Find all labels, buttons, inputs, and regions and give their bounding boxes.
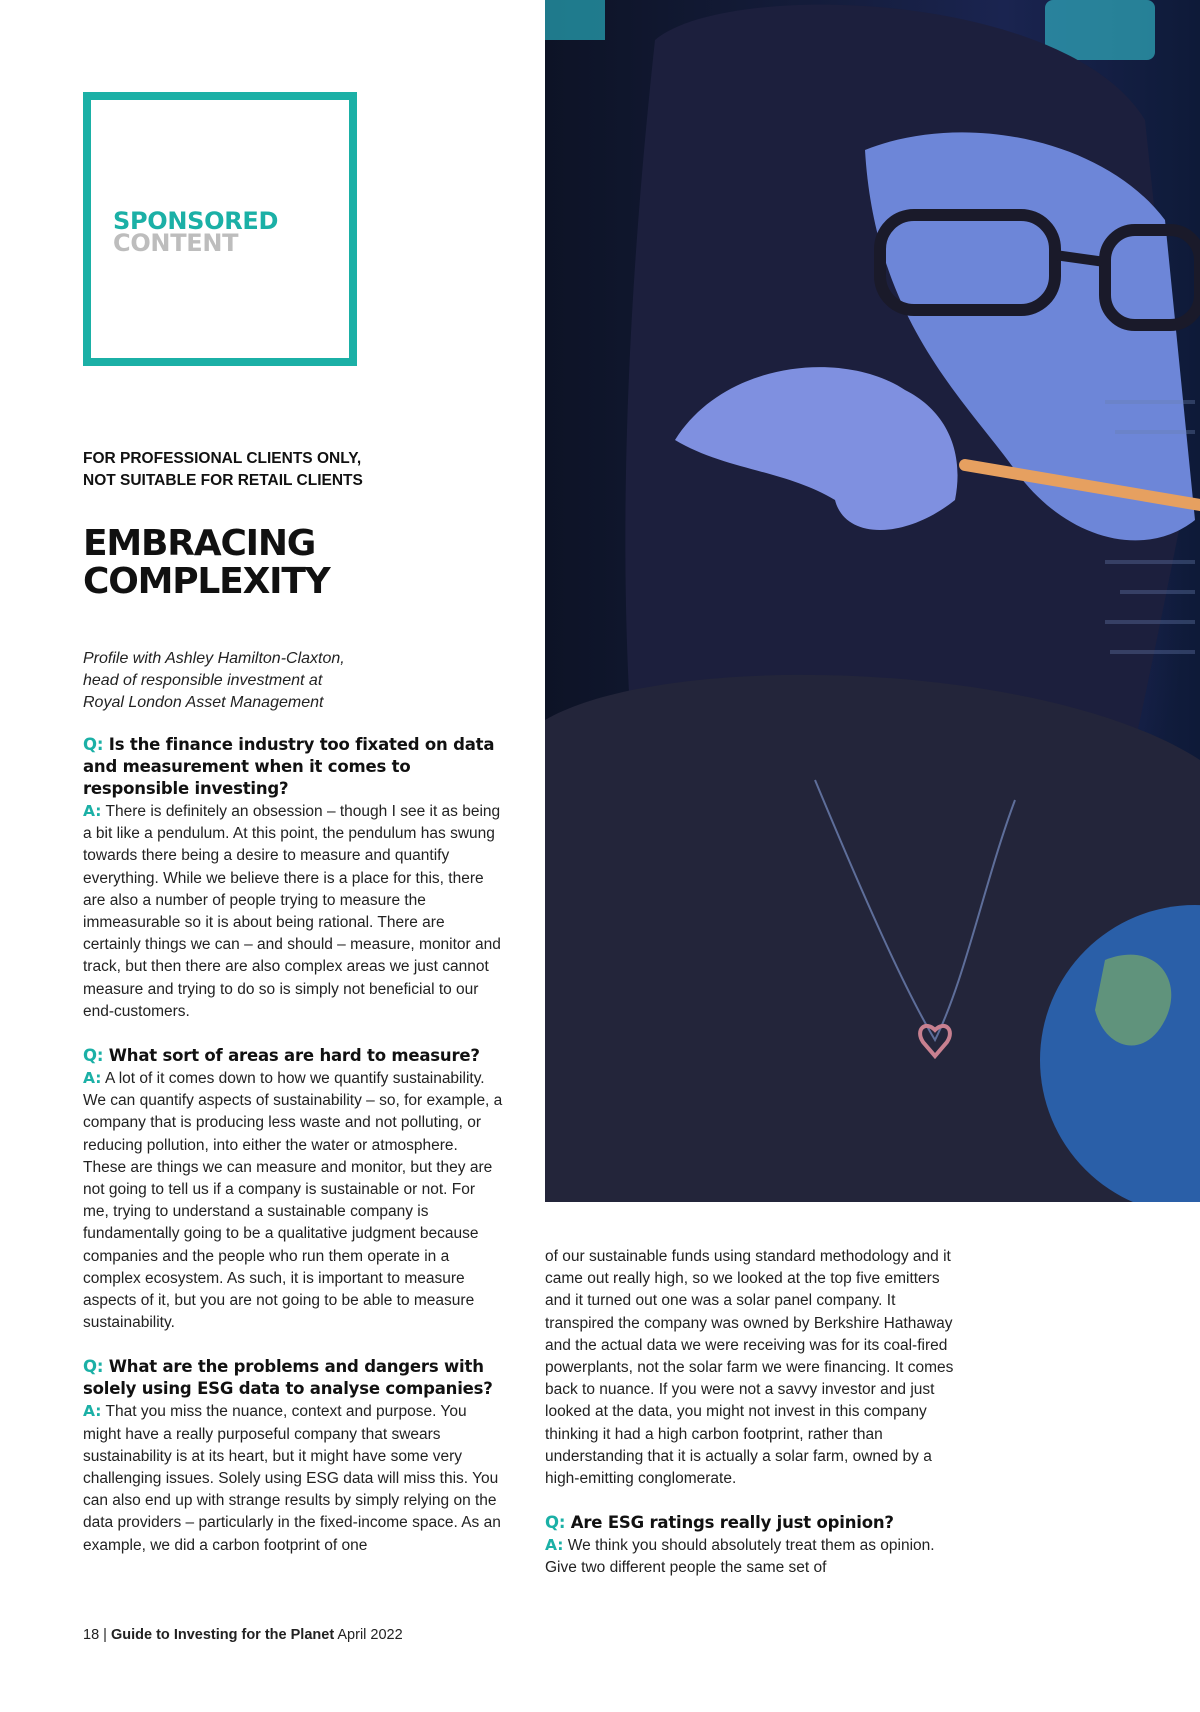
q-label: Q: [545,1513,566,1533]
left-column [83,734,503,1579]
a-label: A: [83,1069,102,1088]
sponsored-label [113,207,279,257]
content-word: CONTENT [113,229,239,257]
q-label: Q: [83,735,104,754]
screen-glow-right [1045,0,1155,60]
issue-date: April 2022 [337,1627,403,1643]
answer-text: We think you should absolutely treat them as opinion. Give two different people the same set of [545,1537,935,1577]
disclaimer-line-1: FOR PROFESSIONAL CLIENTS ONLY, [83,450,362,467]
answer [83,800,503,1023]
right-column [545,1246,965,1602]
a-label: A: [545,1536,564,1555]
qa-block [83,1356,503,1556]
qa-block [83,1045,503,1334]
q-label: Q: [83,1046,104,1066]
article-title [83,525,523,601]
qa-block [545,1512,965,1579]
disclaimer-line-2: NOT SUITABLE FOR RETAIL CLIENTS [83,472,363,489]
title-line-1: EMBRACING [83,523,316,564]
answer [545,1534,965,1579]
question-text: What sort of areas are hard to measure? [108,1046,480,1066]
question-text: Are ESG ratings really just opinion? [570,1513,894,1533]
profile-line-2: head of responsible investment at [83,672,323,689]
question [83,1045,503,1067]
sponsored-content-box [83,92,357,366]
publication-name: Guide to Investing for the Planet [110,1627,335,1643]
profile-line-3: Royal London Asset Management [83,694,324,711]
answer [83,1400,503,1556]
screen-glow-left [545,0,605,40]
a-label: A: [83,1402,102,1421]
glasses-bridge [1055,255,1105,262]
question [83,1356,503,1400]
answer-text: That you miss the nuance, context and purpose. You might have a really purposeful company that swears sustainability is at its heart, but it might have some very challenging issues. Solely using ESG data will miss this. You can also end up with strange results by simply relying on the data providers – particularly in the fixed-income space. As an example, we did a carbon footprint of one [83,1403,501,1554]
page-footer [83,1627,403,1643]
sponsored-word: SPONSORED [113,207,279,235]
answer-continuation: of our sustainable funds using standard methodology and it came out really high, so we looked at the top five emitters and it turned out one was a solar panel company. It transpired the company was owned by Berkshire Hathaway and the actual data we were receiving was for its coal-fired powerplants, not the solar farm we were financing. It comes back to nuance. If you were not a savvy investor and just looked at the data, you might not invest in this company thinking it had a high carbon footprint, rather than understanding that it is actually a solar farm, owned by a high-emitting conglomerate. [545,1248,954,1488]
qa-block [83,734,503,1023]
photo-illustration [545,0,1200,1202]
title-line-2: COMPLEXITY [83,561,330,602]
hero-photo-woman-glasses [545,0,1200,1202]
question-text: What are the problems and dangers with solely using ESG data to analyse companies? [83,1357,493,1399]
q-label: Q: [83,1357,104,1377]
profile-byline [83,648,503,714]
answer [83,1067,503,1334]
question [83,734,503,800]
a-label: A: [83,802,102,820]
footer-separator: | [103,1627,107,1643]
page-number: 18 [83,1627,100,1643]
profile-line-1: Profile with Ashley Hamilton-Claxton, [83,650,345,667]
professional-clients-disclaimer [83,448,503,492]
question [545,1512,965,1534]
answer-text: A lot of it comes down to how we quantify sustainability. We can quantify aspects of sustainability – so, for example, a company that is producing less waste and not polluting, or reducing pollution, into either the water or atmosphere. These are things we can measure and monitor, but they are not going to tell us if a company is sustainable or not. For me, trying to understand a sustainable company is fundamentally going to be a qualitative judgment because companies and the people who run them operate in a complex ecosystem. As such, it is important to measure aspects of it, but you are not going to be able to measure sustainability. [83,1070,503,1332]
question-text: Is the finance industry too fixated on data and measurement when it comes to responsible investing? [83,735,495,798]
answer-text: There is definitely an obsession – though I see it as being a bit like a pendulum. At this point, the pendulum has swung towards there being a desire to measure and quantify everything. While we believe there is a place for this, there are also a number of people trying to measure the immeasurable so it is about being rational. There are certainly things we can – and should – measure, monitor and track, but then there are also complex areas we just cannot measure and trying to do so is simply not beneficial to our end-customers. [83,803,501,1020]
